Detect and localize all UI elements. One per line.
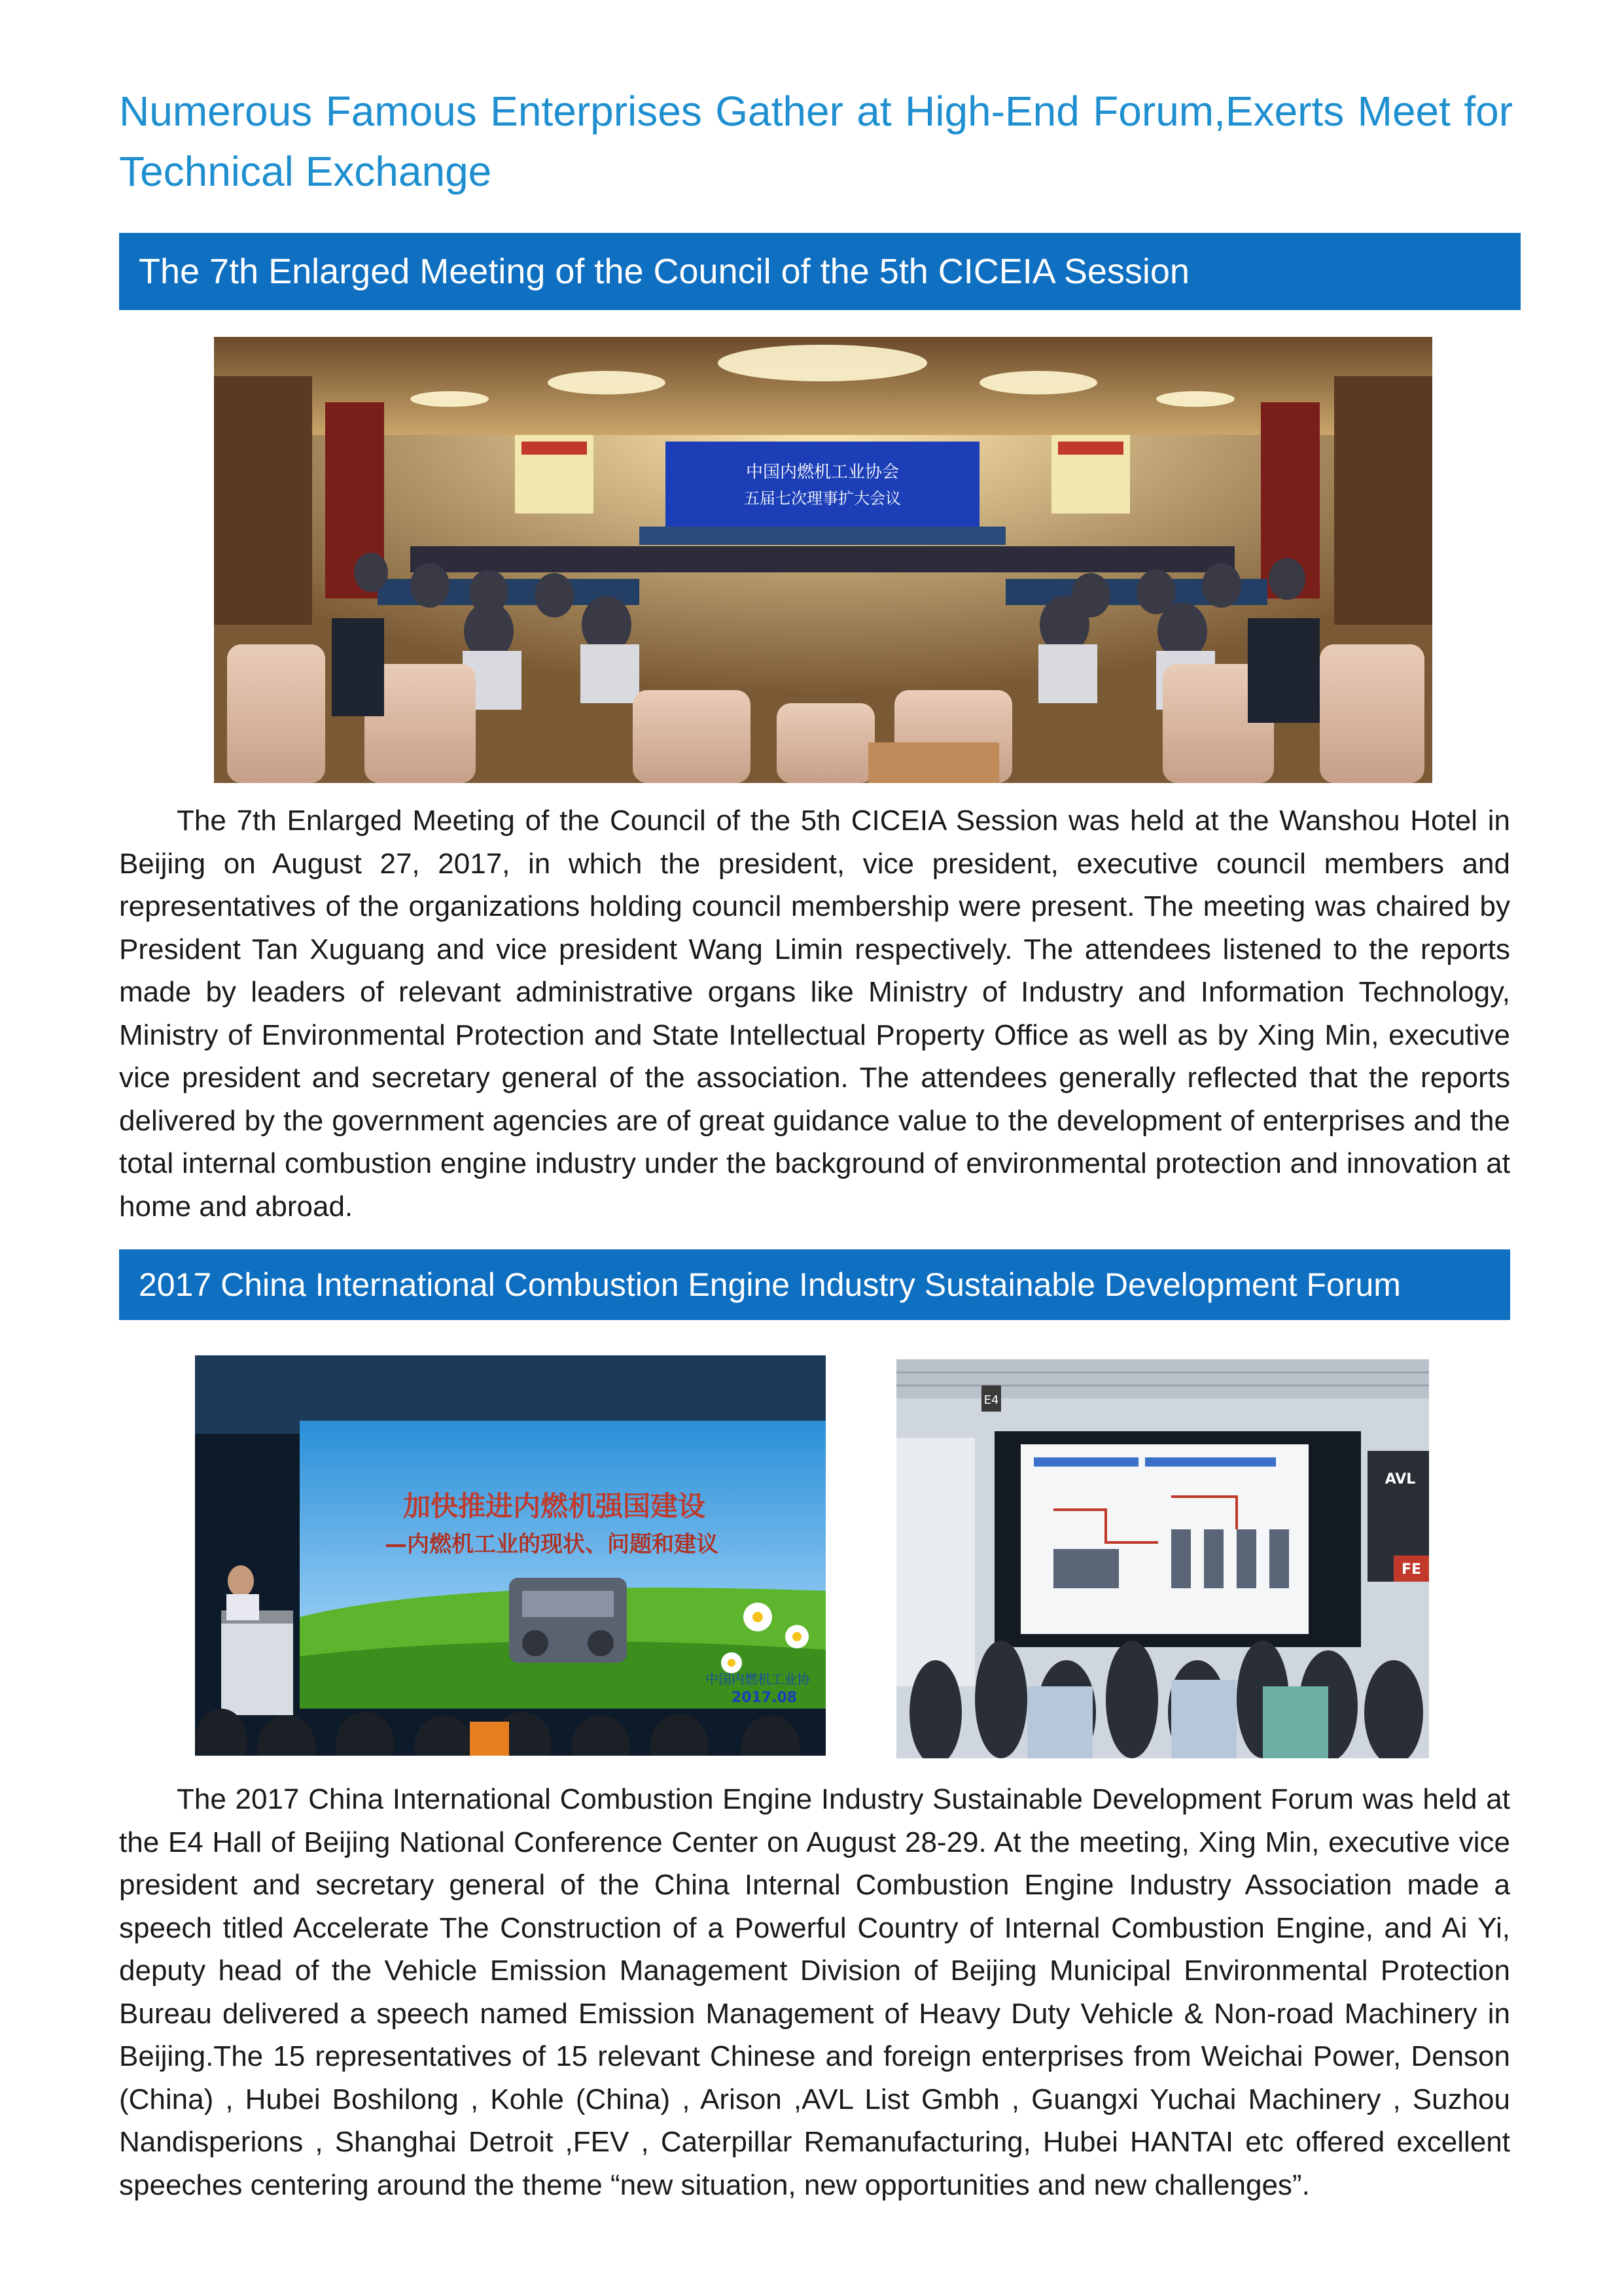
section-heading-forum: 2017 China International Combustion Engine Industry Sustainable Development Forum <box>119 1249 1510 1320</box>
page-title: Numerous Famous Enterprises Gather at High-End Forum,Exerts Meet for Technical Exchange <box>119 88 1513 195</box>
meeting-screen-text-2: 五届七次理事扩大会议 <box>744 489 901 508</box>
slide-date-text: 2017.08 <box>731 1690 798 1706</box>
section2-paragraph: The 2017 China International Combustion Engine Industry Sustainable Development Forum was held at the E4 Hall of Beijing National Conference Center on August 28-29. At the meeting, Xing Min, executive vice president and secretary general of the China Internal Combustion Engine Industry Association made a speech titled Accelerate The Construction of a Powerful Country of Internal Combustion Engine, and Ai Yi, deputy head of the Vehicle Emission Management Division of Beijing Municipal Environmental Protection Bureau delivered a speech named Emission Management of Heavy Duty Vehicle & Non-road Machinery in Beijing.The 15 representatives of 15 relevant Chinese and foreign enterprises from Weichai Power, Denson (China) , Hubei Boshilong , Kohle (China) , Arison ,AVL List Gmbh , Guangxi Yuchai Machinery , Suzhou Nandisperions , Shanghai Detroit ,FEV , Caterpillar Remanufacturing, Hubei HANTAI etc offered excellent speeches centering around the theme “new situation, new opportunities and new challenges”. <box>119 1783 1510 2201</box>
booth-logo-fev: FE <box>1401 1561 1422 1578</box>
booth-hall-sign: E4 <box>983 1393 999 1407</box>
slide-subtitle-text: —内燃机工业的现状、问题和建议 <box>385 1531 718 1557</box>
section1-paragraph: The 7th Enlarged Meeting of the Council of the 5th CICEIA Session was held at the Wanshou Hotel in Beijing on August 27, 2017, in which the president, vice president, executive council members and representatives of the organizations holding council membership were present. The meeting was chaired by President Tan Xuguang and vice president Wang Limin respectively. The attendees listened to the reports made by leaders of relevant administrative organs like Ministry of Industry and Information Technology, Ministry of Environmental Protection and State Intellectual Property Office as well as by Xing Min, executive vice president and secretary general of the association. The attendees generally reflected that the reports delivered by the government agencies are of great guidance value to the development of enterprises and the total internal combustion engine industry under the background of environmental protection and innovation at home and abroad. <box>119 805 1510 1223</box>
photo-forum-booth <box>896 1359 1429 1758</box>
slide-title-text: 加快推进内燃机强国建设 <box>402 1490 705 1522</box>
photo-forum-speech <box>195 1355 826 1756</box>
section-heading-council-meeting: The 7th Enlarged Meeting of the Council of the 5th CICEIA Session <box>119 233 1521 310</box>
slide-footer-text: 中国内燃机工业协 <box>705 1671 810 1687</box>
photo-council-meeting-hall <box>214 337 1432 783</box>
booth-logo-avl: AVL <box>1385 1471 1416 1487</box>
meeting-screen-text-1: 中国内燃机工业协会 <box>745 462 900 482</box>
